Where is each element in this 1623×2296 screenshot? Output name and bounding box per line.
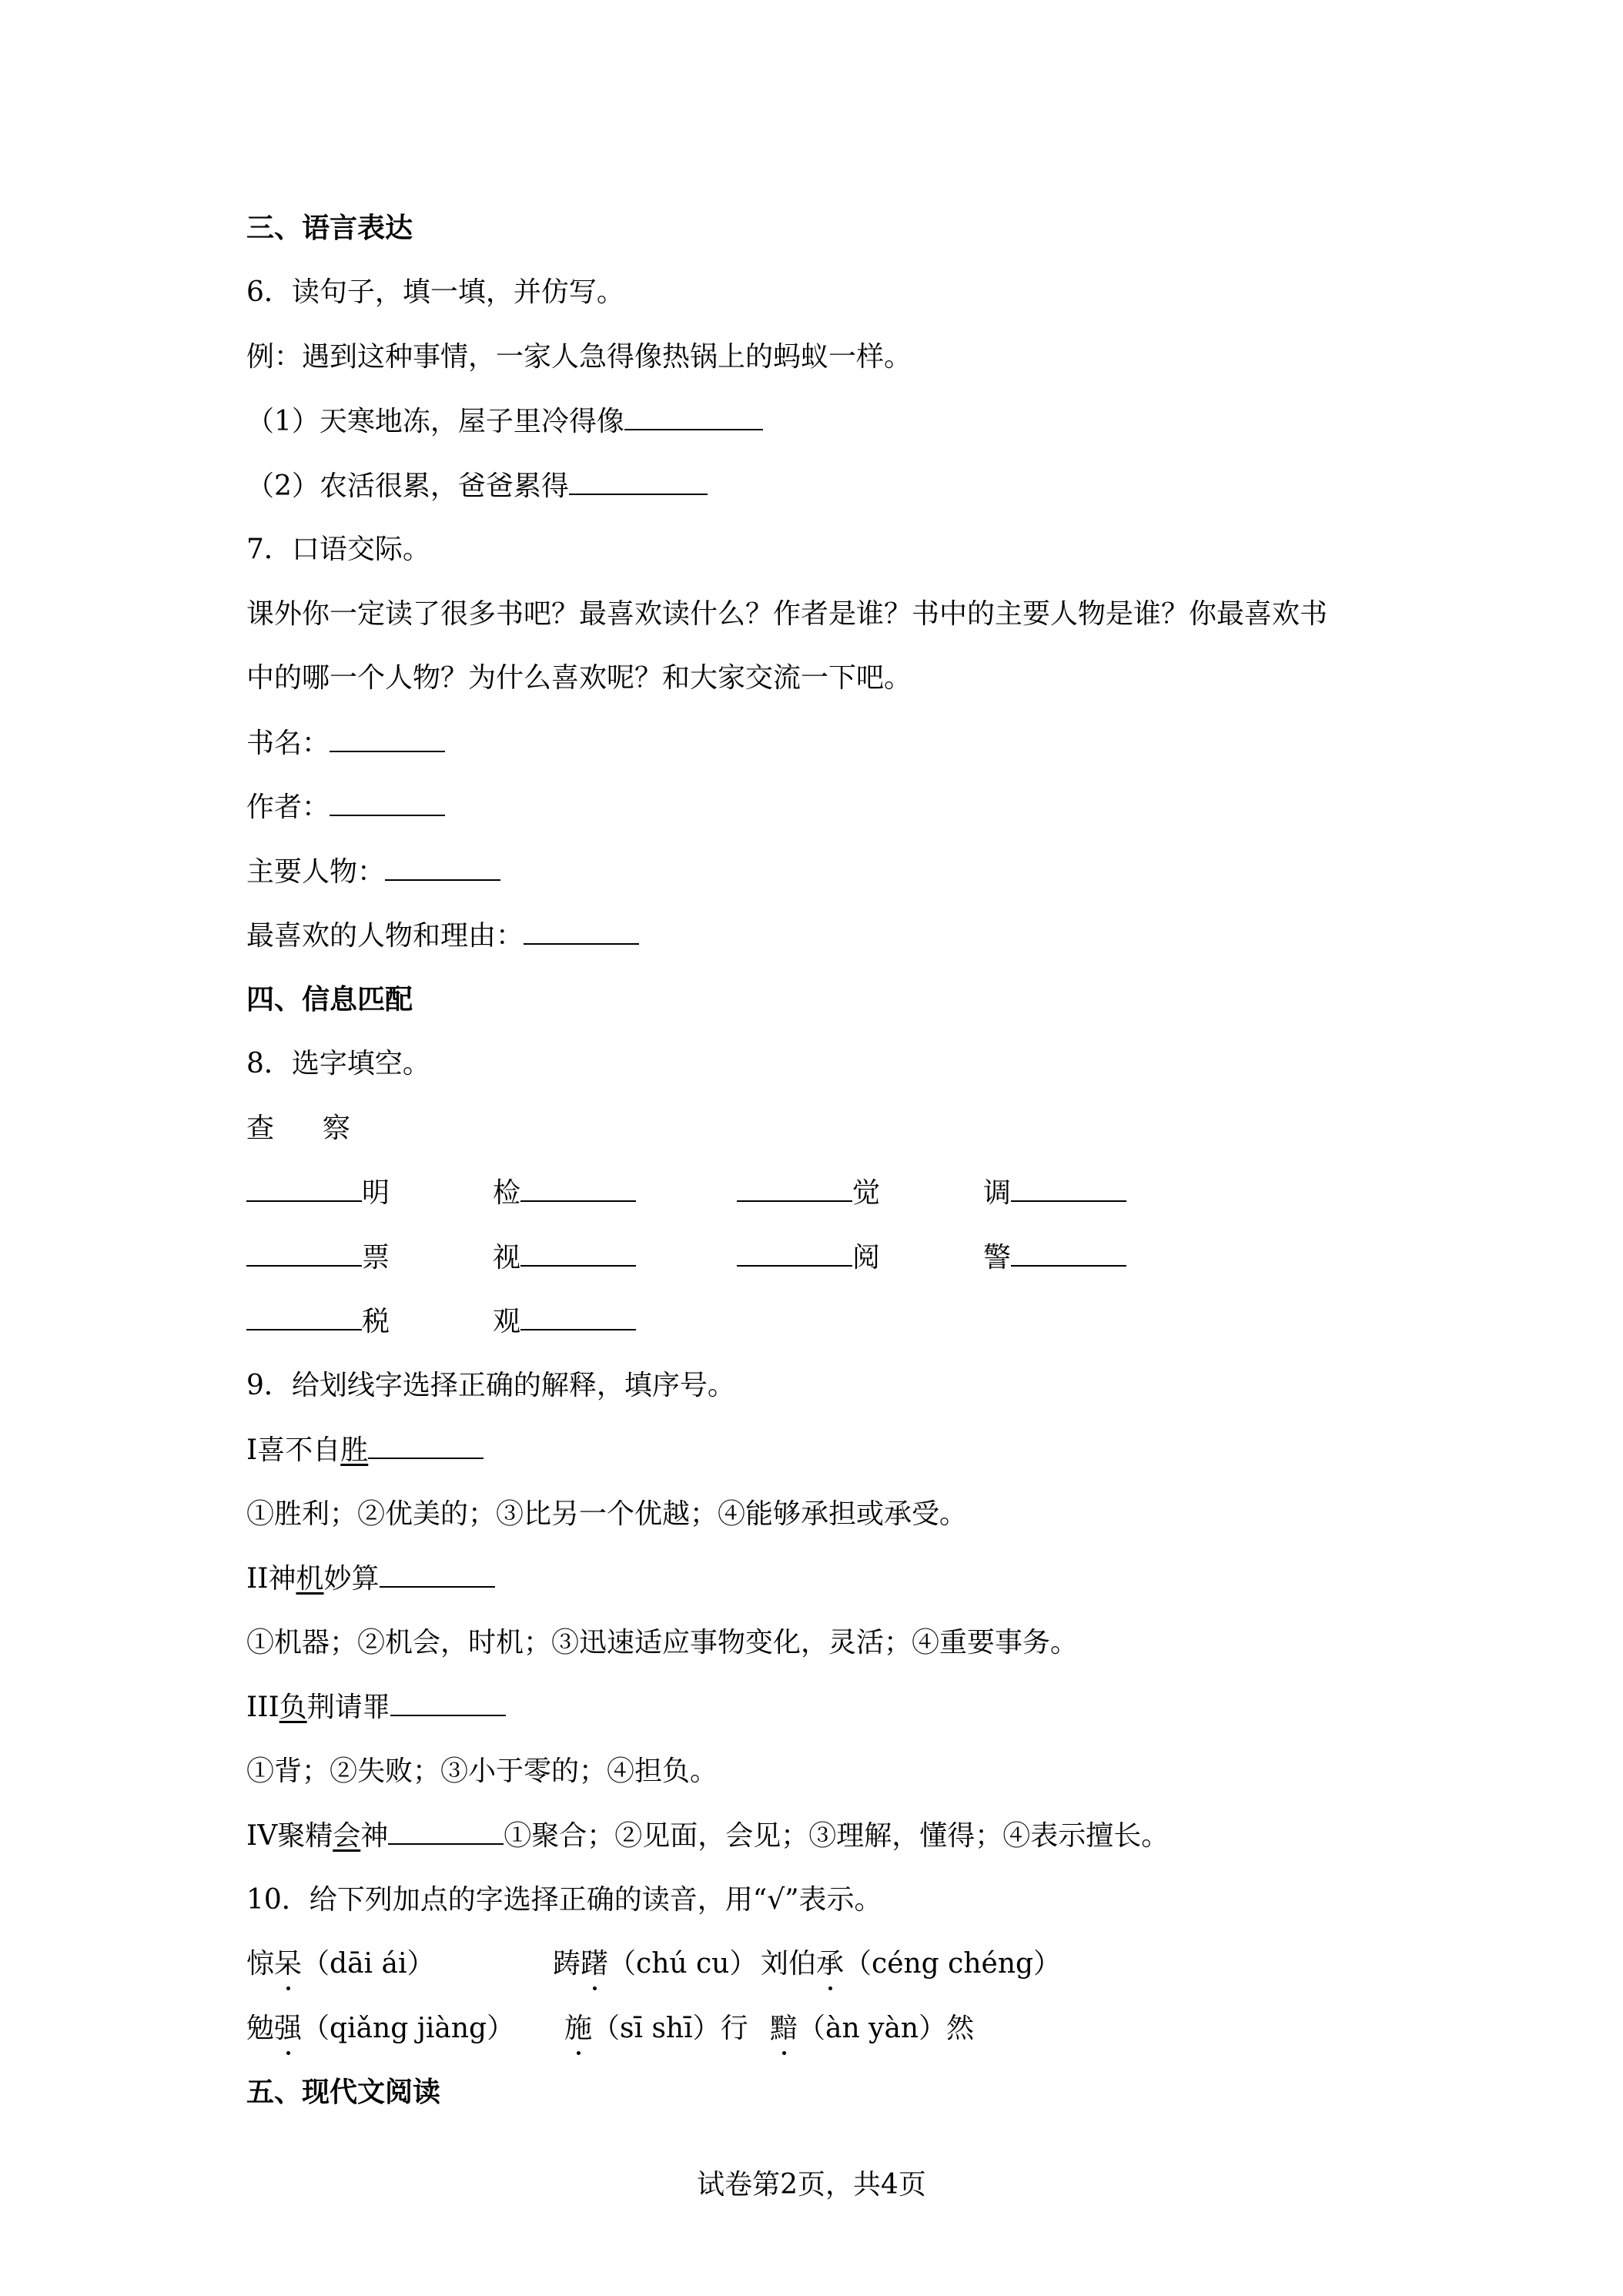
word-char: 勉 [246, 2013, 275, 2044]
fill-item [737, 1174, 880, 1212]
pinyin-item [246, 2010, 514, 2047]
answer-blank[interactable] [246, 1303, 362, 1330]
answer-blank[interactable] [737, 1174, 852, 1202]
word-char: 刘伯 [761, 1948, 817, 1980]
fill-item [983, 1174, 1126, 1212]
dotted-char: 呆 [274, 1946, 302, 1983]
dotted-char: 强 [274, 2010, 302, 2047]
answer-blank[interactable] [737, 1239, 852, 1267]
book-name-blank[interactable] [330, 725, 445, 752]
pinyin-item [564, 2010, 748, 2047]
word-char: 踌 [553, 1948, 581, 1980]
answer-blank[interactable] [624, 403, 763, 430]
dotted-char: 施 [564, 2010, 592, 2047]
roman-numeral: II [246, 1563, 269, 1595]
question-7-prompt: 7．口语交际。 [246, 534, 430, 565]
answer-blank[interactable] [388, 1817, 504, 1845]
answer-blank[interactable] [246, 1239, 362, 1267]
answer-blank[interactable] [569, 467, 708, 495]
answer-blank[interactable] [368, 1431, 484, 1459]
fill-item [737, 1239, 880, 1277]
main-character-blank[interactable] [385, 853, 500, 881]
fill-item [493, 1174, 636, 1212]
fill-char: 调 [983, 1177, 1012, 1209]
underlined-char: 胜 [340, 1434, 369, 1466]
fill-char: 视 [493, 1242, 521, 1274]
phrase-text: 喜不自 [257, 1434, 341, 1466]
pinyin-item [761, 1946, 1061, 1983]
fill-item [246, 1303, 390, 1340]
answer-blank[interactable] [1011, 1239, 1126, 1267]
phrase-text: 妙算 [323, 1563, 380, 1595]
answer-blank[interactable] [390, 1689, 506, 1716]
phrase-text: 神 [268, 1563, 296, 1595]
question-9-prompt: 9．给划线字选择正确的解释，填序号。 [246, 1370, 735, 1401]
page-footer: 试卷第2页，共4页 [697, 2169, 926, 2201]
favorite-character-field [246, 917, 639, 955]
pinyin-options[interactable]: （dāi ái） [302, 1948, 435, 1980]
question-6-item-2 [246, 467, 708, 505]
book-name-label: 书名： [246, 728, 330, 759]
question-8-prompt: 8．选字填空。 [246, 1048, 430, 1079]
section-heading-4: 四、信息匹配 [246, 984, 413, 1016]
choice-char: 察 [322, 1113, 350, 1144]
question-6-item-2-text: （2）农活很累，爸爸累得 [246, 470, 569, 502]
fill-char: 观 [493, 1306, 521, 1337]
fill-char: 警 [983, 1242, 1012, 1274]
answer-blank[interactable] [520, 1239, 636, 1267]
underlined-char: 负 [279, 1692, 307, 1723]
fill-char: 觉 [852, 1177, 881, 1209]
book-name-field [246, 725, 445, 762]
choice-char: 查 [246, 1113, 275, 1144]
fill-char: 票 [362, 1242, 390, 1274]
author-label: 作者： [246, 792, 330, 823]
dotted-char: 黯 [770, 2010, 798, 2047]
answer-blank[interactable] [520, 1174, 636, 1202]
question-9-options-i: ①胜利；②优美的；③比另一个优越；④能够承担或承受。 [246, 1498, 968, 1530]
question-8-choices [246, 1110, 350, 1147]
word-char: 惊 [246, 1948, 275, 1980]
question-9-options-iv: ①聚合；②见面，会见；③理解，懂得；④表示擅长。 [504, 1820, 1170, 1852]
question-9-options-iii: ①背；②失败；③小于零的；④担负。 [246, 1755, 718, 1787]
favorite-character-blank[interactable] [524, 917, 639, 945]
fill-item [246, 1239, 390, 1277]
fill-char: 明 [362, 1177, 390, 1209]
dotted-char: 躇 [581, 1946, 608, 1983]
fill-item [983, 1239, 1126, 1277]
author-blank[interactable] [330, 788, 445, 816]
fill-item [493, 1239, 636, 1277]
question-9-item-ii [246, 1560, 495, 1598]
pinyin-options[interactable]: （àn yàn）然 [798, 2013, 975, 2044]
question-6-item-1 [246, 403, 763, 440]
fill-char: 税 [362, 1306, 390, 1337]
question-9-item-iv [246, 1817, 1169, 1855]
phrase-text: 荆请罪 [306, 1692, 390, 1723]
phrase-text: 神 [360, 1820, 389, 1852]
answer-blank[interactable] [1011, 1174, 1126, 1202]
pinyin-options[interactable]: （sī shī）行 [592, 2013, 748, 2044]
dotted-char: 承 [816, 1946, 844, 1983]
fill-char: 阅 [852, 1242, 881, 1274]
favorite-character-label: 最喜欢的人物和理由： [246, 920, 524, 952]
question-6-item-1-text: （1）天寒地冻，屋子里冷得像 [246, 406, 624, 437]
answer-blank[interactable] [246, 1174, 362, 1202]
question-9-item-i [246, 1431, 484, 1469]
roman-numeral: IV [246, 1820, 278, 1852]
pinyin-options[interactable]: （chú cu） [608, 1948, 758, 1980]
question-6-prompt: 6．读句子，填一填，并仿写。 [246, 276, 624, 308]
question-6-example: 例：遇到这种事情，一家人急得像热锅上的蚂蚁一样。 [246, 341, 912, 373]
author-field [246, 788, 445, 826]
main-character-field [246, 853, 500, 891]
question-9-item-iii [246, 1689, 506, 1726]
question-7-paragraph-line-2: 中的哪一个人物？为什么喜欢呢？和大家交流一下吧。 [246, 662, 912, 694]
underlined-char: 机 [296, 1563, 324, 1595]
pinyin-item [246, 1946, 434, 1983]
pinyin-options[interactable]: （céng chéng） [844, 1948, 1062, 1980]
question-10-prompt: 10．给下列加点的字选择正确的读音，用“√”表示。 [246, 1884, 882, 1916]
phrase-text: 聚精 [277, 1820, 333, 1852]
underlined-char: 会 [333, 1820, 361, 1852]
section-heading-5: 五、现代文阅读 [246, 2077, 441, 2108]
fill-item [246, 1174, 390, 1212]
answer-blank[interactable] [380, 1560, 495, 1588]
question-9-options-ii: ①机器；②机会，时机；③迅速适应事物变化，灵活；④重要事务。 [246, 1627, 1079, 1658]
pinyin-item [770, 2010, 974, 2047]
answer-blank[interactable] [520, 1303, 636, 1330]
roman-numeral: III [246, 1692, 279, 1723]
section-heading-3: 三、语言表达 [246, 213, 413, 244]
main-character-label: 主要人物： [246, 856, 386, 888]
pinyin-item [553, 1946, 757, 1983]
fill-item [493, 1303, 636, 1340]
pinyin-options[interactable]: （qiǎng jiàng） [302, 2013, 515, 2044]
roman-numeral: I [246, 1434, 258, 1466]
fill-char: 检 [493, 1177, 521, 1209]
question-7-paragraph-line-1: 课外你一定读了很多书吧？最喜欢读什么？作者是谁？书中的主要人物是谁？你最喜欢书 [246, 598, 1328, 630]
